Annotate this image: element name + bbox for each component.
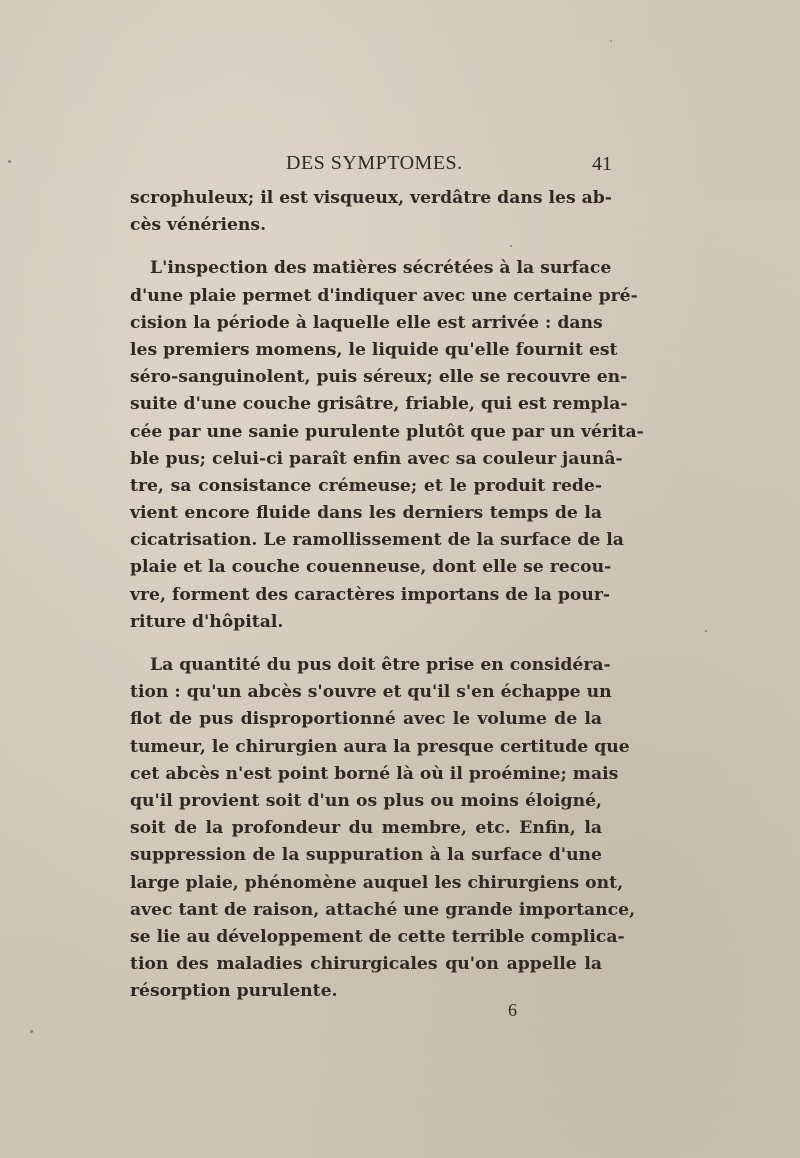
- body-text: [130, 185, 644, 1005]
- text-line: suppression de la suppuration à la surface d'une: [130, 845, 602, 866]
- text-line: avec tant de raison, attaché une grande importance,: [130, 899, 636, 920]
- text-line: cès vénériens.: [130, 215, 267, 236]
- text-line: La quantité du pus doit être prise en considéra-: [150, 655, 611, 675]
- text-line: séro-sanguinolent, puis séreux; elle se recouvre en-: [130, 367, 628, 388]
- paper-speck: [510, 245, 512, 247]
- text-line: plaie et la couche couenneuse, dont elle se recou-: [130, 557, 612, 578]
- text-line: vient encore fluide dans les derniers temps de la: [130, 503, 602, 524]
- page-number: 41: [592, 153, 612, 175]
- signature-mark: 6: [508, 1000, 517, 1020]
- paper-speck: [8, 160, 11, 163]
- text-line: tion des maladies chirurgicales qu'on appelle la: [130, 954, 602, 975]
- text-line: ble pus; celui-ci paraît enfin avec sa couleur jaunâ-: [130, 448, 623, 469]
- text-line: soit de la profondeur du membre, etc. Enfin, la: [130, 818, 602, 839]
- text-line: scrophuleux; il est visqueux, verdâtre dans les ab-: [130, 188, 612, 208]
- text-line: flot de pus disproportionné avec le volume de la: [130, 709, 602, 730]
- text-line: qu'il provient soit d'un os plus ou moins éloigné,: [130, 790, 602, 811]
- paragraph-3: [130, 652, 636, 1005]
- text-line: large plaie, phénomène auquel les chirurgiens ont,: [130, 872, 624, 893]
- running-head: [130, 152, 612, 178]
- text-line: cision la période à laquelle elle est arrivée : dans: [130, 312, 603, 333]
- text-line: se lie au développement de cette terrible complica-: [130, 926, 625, 947]
- text-line: d'une plaie permet d'indiquer avec une certaine pré-: [130, 285, 638, 306]
- running-title: DES SYMPTOMES.: [286, 152, 463, 174]
- text-line: tumeur, le chirurgien aura la presque certitude que: [130, 736, 630, 757]
- text-line: cicatrisation. Le ramollissement de la surface de la: [130, 530, 624, 551]
- paragraph-1: [130, 185, 612, 239]
- text-line: cet abcès n'est point borné là où il proémine; mais: [130, 763, 619, 784]
- paper-speck: [30, 1030, 33, 1033]
- text-line: cée par une sanie purulente plutôt que par un vérita-: [130, 421, 644, 442]
- text-line: vre, forment des caractères importans de la pour-: [130, 584, 611, 605]
- text-line: suite d'une couche grisâtre, friable, qui est rempla-: [130, 394, 628, 415]
- paper-speck: [610, 40, 612, 42]
- text-line: L'inspection des matières sécrétées à la surface: [150, 258, 612, 279]
- text-line: tre, sa consistance crémeuse; et le produit rede-: [130, 475, 602, 496]
- text-line: riture d'hôpital.: [130, 611, 284, 632]
- text-line: les premiers momens, le liquide qu'elle fournit est: [130, 339, 618, 360]
- paper-speck: [705, 630, 707, 632]
- paragraph-2: [130, 255, 644, 636]
- text-line: tion : qu'un abcès s'ouvre et qu'il s'en échappe un: [130, 682, 612, 703]
- text-line: résorption purulente.: [130, 981, 338, 1002]
